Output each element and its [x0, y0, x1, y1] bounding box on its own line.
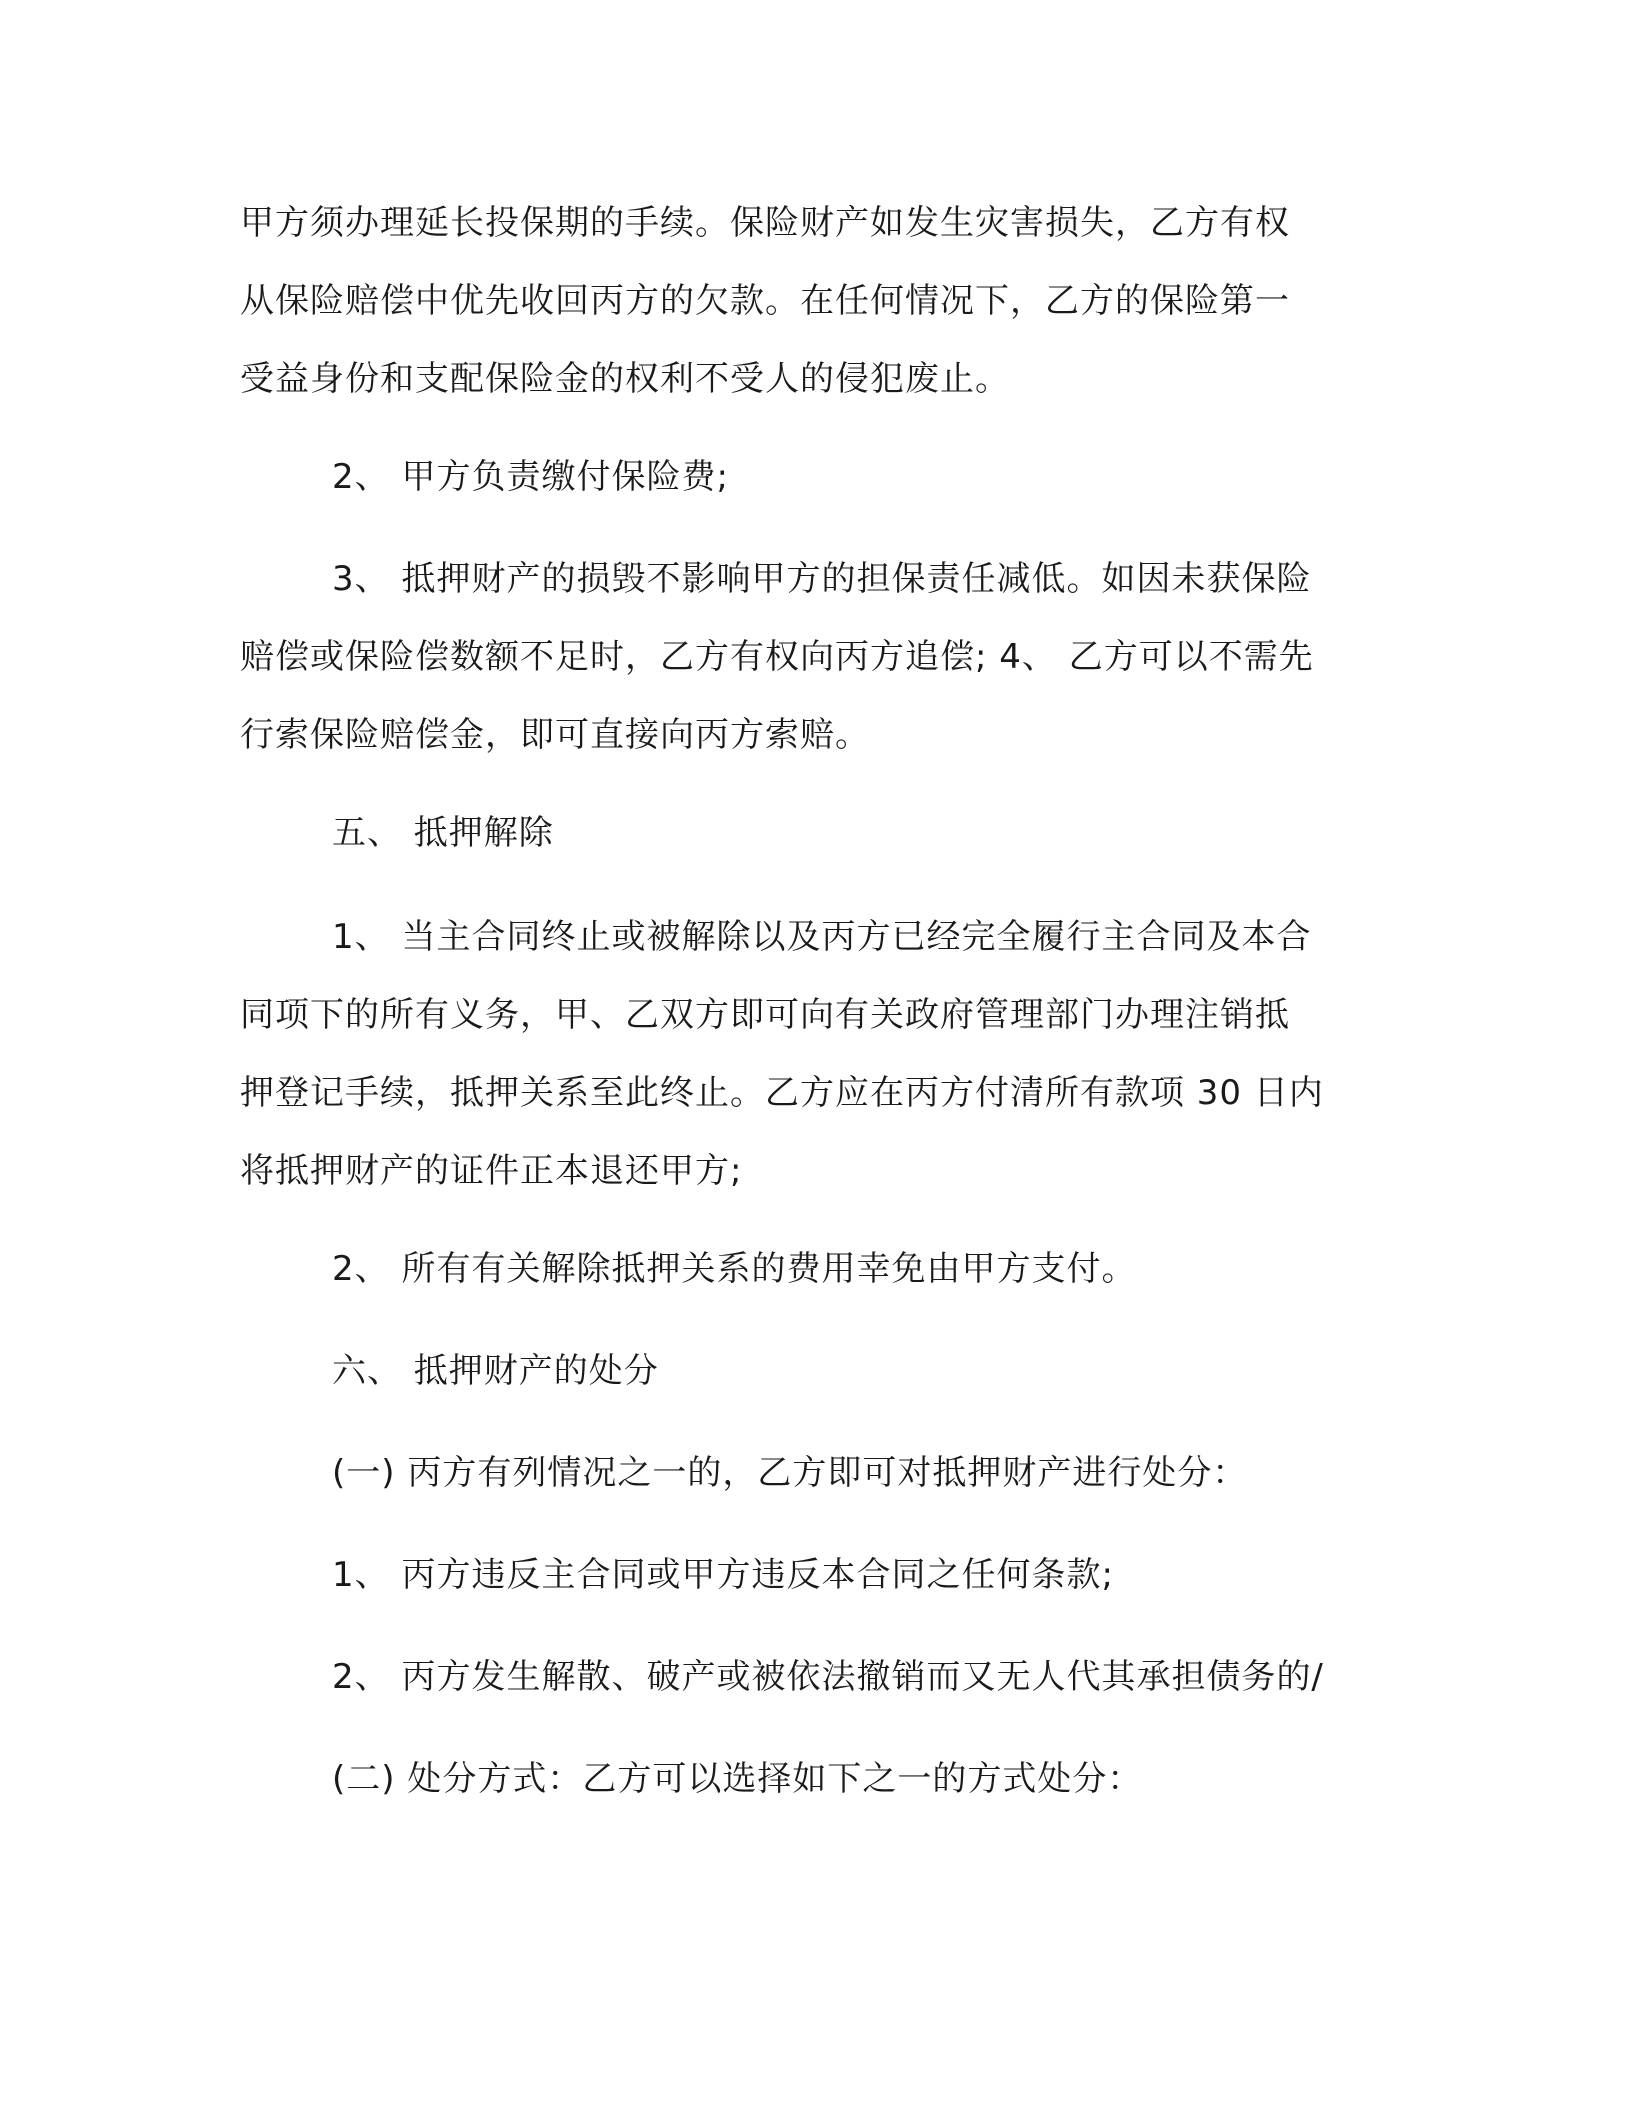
clause-2-insurance-fee [240, 438, 1390, 516]
condition-1-breach [240, 1536, 1390, 1614]
subsection-1-conditions [240, 1434, 1390, 1512]
clause-1-mortgage-release [240, 898, 1390, 1210]
paragraph-line: 3、 抵押财产的损毁不影响甲方的担保责任减低。如因未获保险 [332, 559, 1312, 599]
section-heading: 五、 抵押解除 [332, 813, 554, 853]
paragraph-line: 行索保险赔偿金，即可直接向丙方索赔。 [240, 715, 870, 755]
paragraph-line: 从保险赔偿中优先收回丙方的欠款。在任何情况下，乙方的保险第一 [240, 281, 1290, 321]
paragraph-line: 甲方须办理延长投保期的手续。保险财产如发生灾害损失，乙方有权 [240, 203, 1290, 243]
section-5-heading [240, 794, 1390, 872]
paragraph-line: 将抵押财产的证件正本退还甲方; [240, 1151, 743, 1191]
paragraph-line: (二) 处分方式：乙方可以选择如下之一的方式处分： [332, 1759, 1143, 1799]
paragraph-insurance-renewal [240, 184, 1390, 418]
paragraph-line: 2、 丙方发生解散、破产或被依法撤销而又无人代其承担债务的/ [332, 1657, 1324, 1697]
paragraph-line: (一) 丙方有列情况之一的，乙方即可对抵押财产进行处分： [332, 1453, 1248, 1493]
subsection-2-disposal-method [240, 1740, 1390, 1818]
condition-2-dissolution [240, 1638, 1390, 1716]
paragraph-line: 受益身份和支配保险金的权利不受人的侵犯废止。 [240, 359, 1010, 399]
paragraph-line: 押登记手续，抵押关系至此终止。乙方应在丙方付清所有款项 30 日内 [240, 1073, 1324, 1113]
section-heading: 六、 抵押财产的处分 [332, 1351, 659, 1391]
paragraph-line: 1、 当主合同终止或被解除以及丙方已经完全履行主合同及本合 [332, 917, 1312, 957]
paragraph-line: 2、 甲方负责缴付保险费; [332, 457, 729, 497]
paragraph-line: 同项下的所有义务，甲、乙双方即可向有关政府管理部门办理注销抵 [240, 995, 1290, 1035]
paragraph-line: 赔偿或保险偿数额不足时，乙方有权向丙方追偿; 4、 乙方可以不需先 [240, 637, 1314, 677]
paragraph-line: 1、 丙方违反主合同或甲方违反本合同之任何条款; [332, 1555, 1114, 1595]
clause-2-release-fees [240, 1230, 1390, 1308]
section-6-heading [240, 1332, 1390, 1410]
clause-3-property-damage [240, 540, 1390, 774]
paragraph-line: 2、 所有有关解除抵押关系的费用幸免由甲方支付。 [332, 1249, 1137, 1289]
